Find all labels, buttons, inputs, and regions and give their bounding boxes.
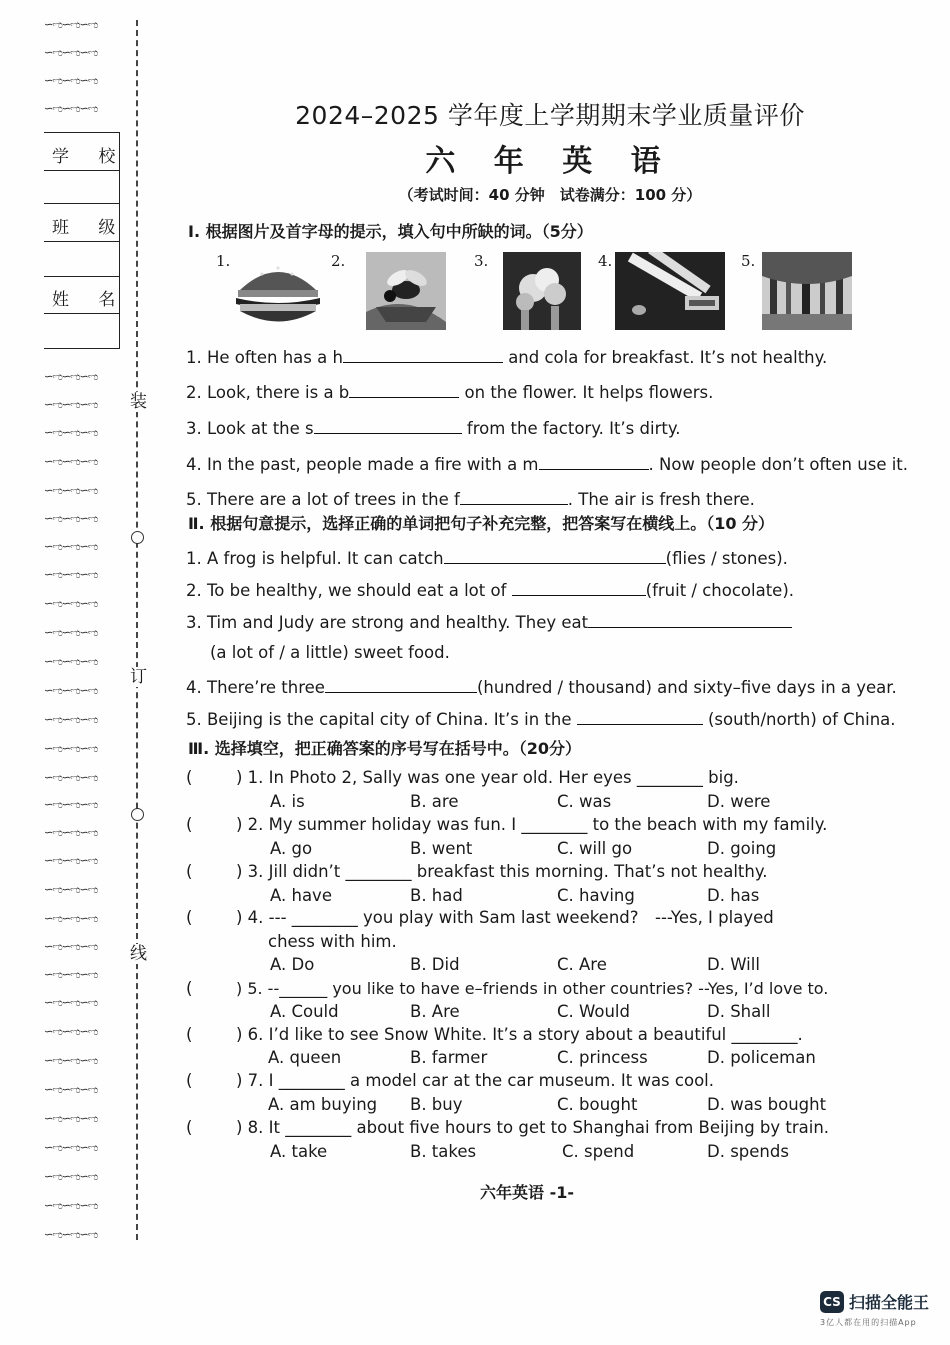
name-label: 姓 名 [52,290,128,310]
answer-blank[interactable] [539,453,649,470]
wave-ornament: ∽ಌ∽ಌ∽ಌ [44,455,98,468]
option-b[interactable]: B. went [410,839,473,858]
question-text: (hundred / thousand) and sixty–five days in a year. [476,678,897,697]
wave-ornament: ∽ಌ∽ಌ∽ಌ [44,883,98,896]
wave-ornament: ∽ಌ∽ಌ∽ಌ [44,771,98,784]
matches-picture [615,252,725,330]
question-text: 1. A frog is helpful. It can catch [186,549,444,568]
wave-ornament: ∽ಌ∽ಌ∽ಌ [44,1112,98,1125]
option-d[interactable]: D. spends [707,1142,789,1161]
option-d[interactable]: D. were [707,792,771,811]
cs-logo-icon: CS [820,1291,844,1313]
option-b[interactable]: B. are [410,792,459,811]
field-rule [44,170,120,171]
answer-paren[interactable]: ( [186,908,193,927]
wave-ornament: ∽ಌ∽ಌ∽ಌ [44,540,98,553]
binding-dashed-line [136,20,138,1240]
option-c[interactable]: C. will go [557,839,633,858]
question-text: 3. Tim and Judy are strong and healthy. They eat [186,613,589,632]
answer-paren[interactable]: ( [186,1071,193,1090]
hamburger-picture [232,252,324,330]
exam-subtitle: 六 年 英 语 [425,144,675,179]
wave-ornament: ∽ಌ∽ಌ∽ಌ [44,826,98,839]
picture-number: 3. [474,252,489,270]
section1-question [186,453,908,475]
wave-ornament: ∽ಌ∽ಌ∽ಌ [44,854,98,867]
wave-ornament: ∽ಌ∽ಌ∽ಌ [44,968,98,981]
wave-ornament: ∽ಌ∽ಌ∽ಌ [44,484,98,497]
answer-paren[interactable]: ( [186,862,193,881]
question-text: 2. Look, there is a b [186,383,350,402]
exam-info: （考试时间：40 分钟 试卷满分：100 分） [398,186,702,204]
answer-blank[interactable] [444,547,666,564]
section1-question [186,346,827,368]
option-c[interactable]: C. Would [557,1002,630,1021]
mc-question-cont: chess with him. [268,932,397,951]
section3-heading: Ⅲ. 选择填空，把正确答案的序号写在括号中。（20分） [188,739,582,758]
option-b[interactable]: B. had [410,886,463,905]
option-c[interactable]: C. having [557,886,635,905]
wave-ornament: ∽ಌ∽ಌ∽ಌ [44,1083,98,1096]
mc-question-stem: ) 3. Jill didn’t ________ breakfast this morning. That’s not healthy. [236,862,768,881]
wave-ornament: ∽ಌ∽ಌ∽ಌ [44,1141,98,1154]
option-a[interactable]: A. take [270,1142,328,1161]
option-a[interactable]: A. am buying [268,1095,378,1114]
question-text: 1. He often has a h [186,348,343,367]
exam-title: 2024–2025 学年度上学期期末学业质量评价 [295,101,805,130]
question-text: 3. Look at the s [186,419,314,438]
option-a[interactable]: A. Do [270,955,315,974]
wave-ornament: ∽ಌ∽ಌ∽ಌ [44,742,98,755]
answer-paren[interactable]: ( [186,979,193,998]
logo-text: 扫描全能王 [849,1293,930,1312]
option-c[interactable]: C. princess [557,1048,648,1067]
answer-blank[interactable] [460,488,568,505]
forest-picture [762,252,852,330]
picture-number: 5. [741,252,756,270]
option-b[interactable]: B. Did [410,955,460,974]
binding-hole [131,808,144,821]
answer-paren[interactable]: ( [186,768,193,787]
option-a[interactable]: A. is [270,792,305,811]
option-c[interactable]: C. spend [562,1142,635,1161]
question-text: (flies / stones). [665,549,788,568]
question-text: 2. To be healthy, we should eat a lot of [186,581,512,600]
wave-ornament: ∽ಌ∽ಌ∽ಌ [44,1199,98,1212]
answer-blank[interactable] [314,417,462,434]
option-b[interactable]: B. takes [410,1142,477,1161]
wave-ornament: ∽ಌ∽ಌ∽ಌ [44,597,98,610]
section2-question [186,676,897,698]
wave-ornament: ∽ಌ∽ಌ∽ಌ [44,655,98,668]
option-a[interactable]: A. go [270,839,313,858]
option-d[interactable]: D. has [707,886,760,905]
school-label: 学 校 [52,147,128,167]
section2-question [186,547,788,569]
wave-ornament: ∽ಌ∽ಌ∽ಌ [44,940,98,953]
wave-ornament: ∽ಌ∽ಌ∽ಌ [44,798,98,811]
answer-blank[interactable] [343,346,503,363]
question-text: (fruit / chocolate). [645,581,795,600]
wave-ornament: ∽ಌ∽ಌ∽ಌ [44,18,98,31]
option-a[interactable]: A. have [270,886,332,905]
question-text: 4. In the past, people made a fire with a m [186,455,539,474]
binding-char-xian: 线 [130,944,147,964]
logo-subtext: 3亿人都在用的扫描App [820,1318,917,1327]
camscanner-watermark [820,1290,929,1328]
wave-ornament: ∽ಌ∽ಌ∽ಌ [44,1228,98,1241]
question-text: 5. Beijing is the capital city of China. It’s in the [186,710,577,729]
mc-question-stem: ) 2. My summer holiday was fun. I ________ to the beach with my family. [236,815,828,834]
answer-blank[interactable] [512,579,646,596]
mc-question-stem: ) 6. I’d like to see Snow White. It’s a story about a beautiful ________. [236,1025,803,1044]
section1-question [186,381,713,403]
question-text: and cola for breakfast. It’s not healthy. [502,348,828,367]
wave-ornament: ∽ಌ∽ಌ∽ಌ [44,626,98,639]
question-text: 4. There’re three [186,678,325,697]
option-d[interactable]: D. policeman [707,1048,816,1067]
wave-ornament: ∽ಌ∽ಌ∽ಌ [44,512,98,525]
mc-question-stem: ) 4. --- ________ you play with Sam last weekend? ---Yes, I played [236,908,774,927]
name-field[interactable] [44,348,120,349]
picture-number: 4. [598,252,613,270]
school-field[interactable] [44,203,120,204]
wave-ornament: ∽ಌ∽ಌ∽ಌ [44,102,98,115]
option-a[interactable]: A. Could [270,1002,339,1021]
field-rule [44,132,120,133]
section2-question [186,579,794,601]
wave-ornament: ∽ಌ∽ಌ∽ಌ [44,996,98,1009]
section2-question-cont: (a lot of / a little) sweet food. [210,643,450,662]
answer-blank[interactable] [577,708,703,725]
question-text: on the flower. It helps flowers. [459,383,714,402]
section2-heading: Ⅱ. 根据句意提示，选择正确的单词把句子补充完整，把答案写在横线上。（10 分） [188,514,775,533]
section1-question [186,417,680,439]
field-rule [44,241,120,242]
wave-ornament: ∽ಌ∽ಌ∽ಌ [44,398,98,411]
wave-ornament: ∽ಌ∽ಌ∽ಌ [44,1025,98,1038]
wave-ornament: ∽ಌ∽ಌ∽ಌ [44,713,98,726]
option-b[interactable]: B. farmer [410,1048,488,1067]
bee-picture [366,252,446,330]
question-text: 5. There are a lot of trees in the f [186,490,460,509]
class-field[interactable] [44,276,120,277]
wave-ornament: ∽ಌ∽ಌ∽ಌ [44,912,98,925]
picture-number: 2. [331,252,346,270]
section1-question [186,488,755,510]
wave-ornament: ∽ಌ∽ಌ∽ಌ [44,370,98,383]
option-a[interactable]: A. queen [268,1048,342,1067]
wave-ornament: ∽ಌ∽ಌ∽ಌ [44,1054,98,1067]
binding-char-zhuang: 装 [130,392,147,412]
wave-ornament: ∽ಌ∽ಌ∽ಌ [44,426,98,439]
option-d[interactable]: D. was bought [707,1095,827,1114]
option-d[interactable]: D. Shall [707,1002,771,1021]
field-rule [44,313,120,314]
wave-ornament: ∽ಌ∽ಌ∽ಌ [44,684,98,697]
question-text: . The air is fresh there. [567,490,755,509]
section1-heading: Ⅰ. 根据图片及首字母的提示，填入句中所缺的词。（5分） [188,222,593,241]
wave-ornament: ∽ಌ∽ಌ∽ಌ [44,46,98,59]
question-text: . Now people don’t often use it. [648,455,909,474]
class-label: 班 级 [52,218,128,238]
answer-blank[interactable] [325,676,477,693]
picture-number: 1. [216,252,231,270]
option-d[interactable]: D. Will [707,955,760,974]
wave-ornament: ∽ಌ∽ಌ∽ಌ [44,74,98,87]
option-c[interactable]: C. Are [557,955,607,974]
answer-blank[interactable] [588,611,792,628]
option-c[interactable]: C. was [557,792,612,811]
binding-hole [131,531,144,544]
answer-blank[interactable] [349,381,459,398]
mc-question-stem: ) 5. --______ you like to have e–friends in other countries? --Yes, I’d love to. [236,979,829,998]
section2-question [186,708,896,730]
field-frame [119,132,120,348]
question-text: from the factory. It’s dirty. [461,419,681,438]
wave-ornament: ∽ಌ∽ಌ∽ಌ [44,1170,98,1183]
option-b[interactable]: B. Are [410,1002,460,1021]
option-c[interactable]: C. bought [557,1095,638,1114]
option-b[interactable]: B. buy [410,1095,463,1114]
section2-question [186,611,792,633]
wave-ornament: ∽ಌ∽ಌ∽ಌ [44,568,98,581]
mc-question-stem: ) 7. I ________ a model car at the car museum. It was cool. [236,1071,714,1090]
mc-question-stem: ) 1. In Photo 2, Sally was one year old. Her eyes ________ big. [236,768,739,787]
page-number: 六年英语 -1- [480,1183,574,1202]
option-d[interactable]: D. going [707,839,777,858]
mc-question-stem: ) 8. It ________ about five hours to get to Shanghai from Beijing by train. [236,1118,830,1137]
smoke-picture [503,252,581,330]
answer-paren[interactable]: ( [186,1118,193,1137]
question-text: (south/north) of China. [702,710,896,729]
binding-char-ding: 订 [130,667,147,687]
answer-paren[interactable]: ( [186,815,193,834]
answer-paren[interactable]: ( [186,1025,193,1044]
